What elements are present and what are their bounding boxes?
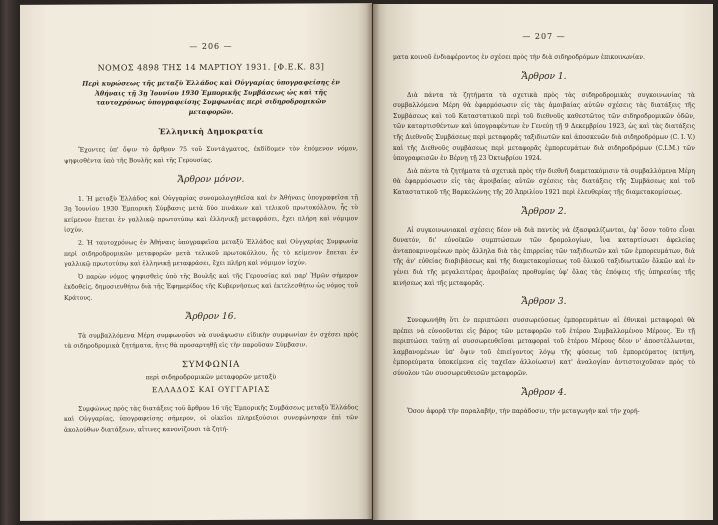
right-paragraph-0: ματα κοινοῦ ἐνδιαφέροντος ἐν σχέσει πρὸς τὴν διὰ σιδηροδρόμων ἐπικοινωνίαν. [393,54,645,61]
right-paragraph-4: Συνεφωνήθη ὅτι ἐν περιπτώσει συσσωρεύσεως ἐμπορευμάτων αἱ ἐθνικαὶ μεταφοραὶ θὰ πρέπει νὰ εὐνοοῦνται εἰς βάρος τῶν μεταφορῶν τοῦ ἑτέρου Συμβαλλομένου Μέρους. Ἐν τῇ περιπτώσει ταύτῃ αἱ συσσωρευθεῖσαι μεταφοραὶ τοῦ ἑτέρου Μέρους δέον ν' ἀποστέλλωνται, λαμβανομένων ὑπ' ὄψιν τοῦ ἐπιείγοντος λόγῳ τῆς φύσεως τοῦ ἐμπορεύματος (κτήνη, ἐμπορεύματα ὑποκείμενα εἰς ταχεῖαν ἀλλοίωσιν) κατ' ἀναλογίαν ἀντιστοιχοῦσαν πρὸς τὸ σύνολον τῶν συσσωρευθεισῶν μεταφορῶν. [393,317,695,378]
page-number-right: — 207 — [522,32,566,41]
right-paragraph-1: Διὰ πάντα τὰ ζητήματα τὰ σχετικὰ πρὸς τὰς σιδηροδρομικὰς συγκοινωνίας τὰ συμβαλλόμενα Μέρη θὰ ἐφαρμόσωσιν εἰς τὰς ἀμοιβαίας αὐτῶν σχέσεις τὰς διατάξεις τῆς Συμβάσεως καὶ τοῦ Καταστατικοῦ περὶ τοῦ διεθνοῦς καθεστῶτος τῶν σιδηροδρομικῶν ὁδῶν, τῶν καταρτισθέντων καὶ ὑπογραφέντων ἐν Γενεύῃ τῇ 9 Δεκεμβρίου 1923, ὡς καὶ τὰς διατάξεις τῆς Διεθνοῦς Συμβάσεως περὶ μεταφορᾶς ταξιδιωτῶν καὶ ἀποσκευῶν διὰ σιδηροδρόμων (C. I. V.) καὶ τῆς Διεθνοῦς συμβάσεως περὶ μεταφορᾶς ἐμπορευμάτων διὰ σιδηροδρόμων (C.I.M.) τῶν ὑπογραφεισῶν ἐν Βέρνῃ τῇ 23 Ὀκτωβρίου 1924. [393,91,695,163]
right-paragraph-2: Διὰ πάντα τὰ ζητήματα τὰ σχετικὰ πρὸς τὴν διεθνῆ διαμετακόμισιν τὰ συμβαλλόμενα Μέρη θὰ ἐφαρμόσωσιν εἰς τὰς ἀμοιβαίας αὐτῶν σχέσεις τὰς διατάξεις τῆς Συμβάσεως καὶ τοῦ Καταστατικοῦ τῆς Βαρκελώνης τῆς 20 Ἀπριλίου 1921 περὶ ἐλευθερίας τῆς διαμετακομίσεως. [393,167,695,196]
paragraph-2: 2. Ἡ ταυτοχρόνως ἐν Ἀθήναις ὑπογραφεῖσα μεταξὺ Ἑλλάδος καὶ Οὐγγαρίας Συμφωνία περὶ σιδηροδρομικῶν μεταφορῶν μετὰ τελικοῦ πρωτοκόλλου, ἧς τὸ κείμενον ἔπεται ἐν γαλλικῷ πρωτοτύπῳ καὶ ἑλληνικῇ μεταφράσει, ἔχει πλήρη καὶ νόμιμον ἰσχύν. [64,238,358,268]
paragraph-5: Συμφώνως πρὸς τὰς διατάξεις τοῦ ἄρθρου 16 τῆς Ἐμπορικῆς Συμβάσεως μεταξὺ Ἑλλάδος καὶ Οὐγγαρίας, ὑπογραφείσης σήμερον, οἱ οἰκεῖοι πληρεξούσιοι συνεφώνησαν ἐπὶ τῶν ἀκολούθων διατάξεων, αἵτινες κανονίζουσι τὰ ζητή- [64,403,358,434]
paragraph-4: Τὰ συμβαλλόμενα Μέρη συμφωνοῦσι νὰ συνάψωσιν εἰδικὴν συμφωνίαν ἐν σχέσει πρὸς τὰ σιδηροδρομικὰ ζητήματα, ἥτις θὰ προσαρτηθῇ εἰς τὴν παροῦσαν Σύμβασιν. [64,330,358,350]
article-2-heading: Ἄρθρον 2. [521,206,567,217]
article-single-heading: Ἄρθρον μόνον. [177,174,245,185]
page-number-left: — 206 — [189,41,233,52]
paragraph-3: Ὁ παρὼν νόμος ψηφισθεὶς ὑπὸ τῆς Βουλῆς καὶ τῆς Γερουσίας καὶ παρ' Ἡμῶν σήμερον ἐκδοθείς, δημοσιευθήτω διὰ τῆς Ἐφημερίδος τῆς Κυβερνήσεως καὶ ἐκτελεσθήτω ὡς νόμος τοῦ Κράτους. [64,271,358,302]
law-title: ΝΟΜΟΣ 4898 ΤΗΣ 14 ΜΑΡΤΙΟΥ 1931. [Φ.Ε.Κ. 83] [97,62,325,73]
article-16-heading: Ἄρθρον 16. [185,311,237,322]
democracy-heading: Ἑλληνικὴ Δημοκρατία [158,127,264,137]
article-4-heading: Ἄρθρον 4. [521,387,567,398]
right-page [373,4,713,520]
agreement-subheading: περὶ σιδηροδρομικῶν μεταφορῶν μεταξὺ [145,373,277,381]
agreement-heading: ΣΥΜΦΩΝΙΑ [181,359,241,370]
law-subject: Περὶ κυρώσεως τῆς μεταξὺ Ἑλλάδος καὶ Οὐγγαρίας ὑπογραφείσης ἐν Ἀθήναις τῇ 3ῃ Ἰουνίου 1930 Ἐμπορικῆς Συμβάσεως ὡς καὶ τῆς ταυτοχρόνως ὑπογραφείσης Συμφωνίας περὶ σιδηροδρομικῶν μεταφορῶν. [82,78,340,116]
agreement-parties: ΕΛΛΑΔΟΣ ΚΑΙ ΟΥΓΓΑΡΙΑΣ [151,384,271,394]
right-paragraph-5: Ὅσον ἀφορᾷ τὴν παραλαβήν, τὴν παράδοσιν, τὴν μεταγωγὴν καὶ τὴν χορή- [407,407,640,415]
article-3-heading: Ἄρθρον 3. [521,297,567,308]
preamble-paragraph: Ἔχοντες ὑπ' ὄψιν τὸ ἄρθρον 75 τοῦ Συντάγματος, ἐκδίδομεν τὸν ἑπόμενον νόμον, ψηφισθέντα ὑπὸ τῆς Βουλῆς καὶ τῆς Γερουσίας. [64,145,358,165]
right-paragraph-3: Αἱ συγκοινωνιακαὶ σχέσεις δέον νὰ διὰ παντὸς νὰ ἐξασφαλίζωνται, ἐφ' ὅσον τοῦτο εἶναι δυνατόν, δι' εὐνοϊκῶν συμπτώσεων τῶν δρομολογίων, ἵνα καταρτίσωσι ἀφελείας ἀνταποκρινομένων πρὸς ἄλληλα διὰ τὰς ἐπιρρείας τῶν ταξιδιωτῶν καὶ τῶν ἐμπορευμάτων, διὰ τῆς ἀν' εὐθείας διαβιβάσεως καὶ τῆς διαμετακομίσεως τοῦ ὅλικοῦ ταξιδιωτικῶν ὅλκῶν καὶ ἐν γένει διὰ τῆς μεγαλειτέρας ἀμοιβαίας προθυμίας ὑφ' ὅλας τὰς ἐπόψεις τῆς ὑπηρεσίας τῆς κινήσεως καὶ τῆς μεταφορᾶς. [393,226,695,287]
article-1-heading: Ἄρθρον 1. [521,71,567,82]
left-page [20,3,372,521]
paragraph-1: 1. Ἡ μεταξὺ Ἑλλάδος καὶ Οὐγγαρίας συνομολογηθεῖσα καὶ ἐν Ἀθήναις ὑπογραφεῖσα τῇ 3ῃ Ἰουνίου 1930 Ἐμπορικὴ Σύμβασις μετὰ δύο πινάκων καὶ τελικοῦ πρωτοκόλλου, ἧς τὸ κείμενον ἔπεται ἐν γαλλικῷ πρωτοτύπῳ καὶ ἑλληνικῇ μεταφράσει, ἔχει πλήρη καὶ νόμιμον ἰσχύν. [64,193,358,235]
